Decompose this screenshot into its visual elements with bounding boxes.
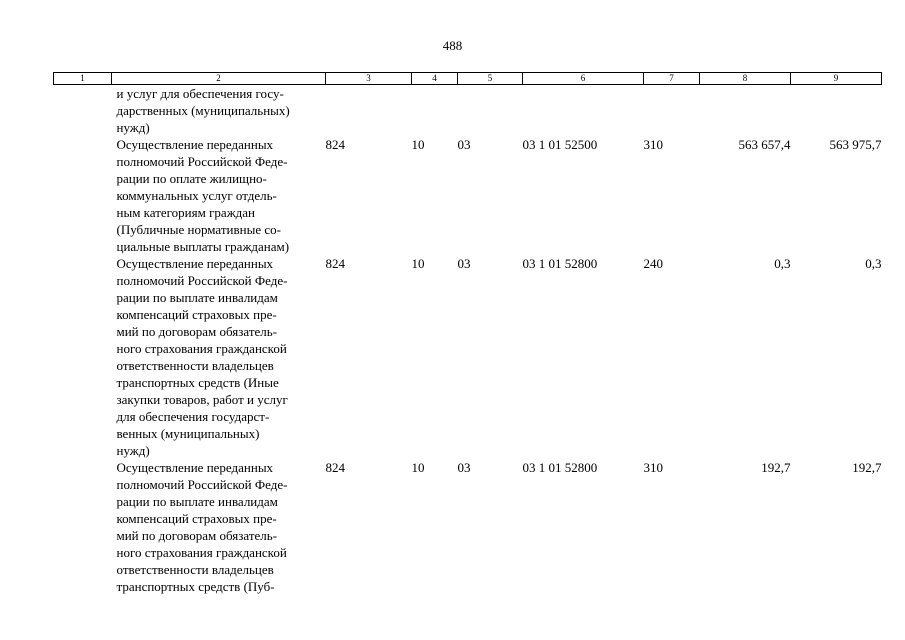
name-line: дарственных (муниципальных) xyxy=(116,103,290,118)
cell-name xyxy=(112,255,326,459)
cell-pr: 03 xyxy=(457,460,471,475)
table-header xyxy=(54,73,882,85)
header-col-2: 2 xyxy=(112,73,326,85)
header-row xyxy=(54,73,882,85)
name-line: (Публичные нормативные со- xyxy=(116,222,281,237)
name-line: транспортных средств (Пуб- xyxy=(116,579,275,594)
name-line: ного страхования гражданской xyxy=(116,545,287,560)
cell-vr: 310 xyxy=(643,460,663,475)
cell-sum-2: 563 975,7 xyxy=(829,137,882,152)
name-line: нужд) xyxy=(116,120,150,135)
table-row xyxy=(54,136,882,255)
header-col-4: 4 xyxy=(412,73,458,85)
name-line: ного страхования гражданской xyxy=(116,341,287,356)
name-line: транспортных средств (Иные xyxy=(116,375,279,390)
cell-sum-2: 0,3 xyxy=(865,256,882,271)
header-col-9: 9 xyxy=(791,73,882,85)
cell-number xyxy=(54,136,112,255)
name-line: мий по договорам обязатель- xyxy=(116,324,278,339)
cell-name xyxy=(112,459,326,595)
cell-vr: 310 xyxy=(643,137,663,152)
cell-sum-1: 563 657,4 xyxy=(738,137,791,152)
page-number: 488 xyxy=(442,38,463,53)
name-line: Осуществление переданных xyxy=(116,137,274,152)
table-row xyxy=(54,255,882,459)
cell-rz: 10 xyxy=(411,256,425,271)
name-line: ным категориям граждан xyxy=(116,205,256,220)
cell-ved: 824 xyxy=(325,137,345,152)
budget-table xyxy=(53,72,882,595)
name-line: для обеспечения государст- xyxy=(116,409,270,424)
header-col-7: 7 xyxy=(644,73,700,85)
cell-pr xyxy=(458,85,523,137)
header-col-6: 6 xyxy=(523,73,644,85)
name-line: полномочий Российской Феде- xyxy=(116,154,288,169)
name-line: коммунальных услуг отдель- xyxy=(116,188,277,203)
name-line: мий по договорам обязатель- xyxy=(116,528,278,543)
cell-sum-1: 0,3 xyxy=(774,256,791,271)
cell-ved: 824 xyxy=(325,256,345,271)
cell-number xyxy=(54,255,112,459)
name-line: венных (муниципальных) xyxy=(116,426,260,441)
name-line: нужд) xyxy=(116,443,150,458)
cell-vr xyxy=(644,85,700,137)
cell-sum-1: 192,7 xyxy=(761,460,791,475)
name-line: рации по оплате жилищно- xyxy=(116,171,267,186)
table-row xyxy=(54,459,882,595)
name-line: рации по выплате инвалидам xyxy=(116,290,278,305)
header-col-8: 8 xyxy=(700,73,791,85)
name-line: полномочий Российской Феде- xyxy=(116,273,288,288)
name-line: Осуществление переданных xyxy=(116,460,274,475)
cell-name xyxy=(112,85,326,137)
name-line: компенсаций страховых пре- xyxy=(116,511,277,526)
cell-csr xyxy=(523,85,644,137)
cell-ved: 824 xyxy=(325,460,345,475)
name-line: компенсаций страховых пре- xyxy=(116,307,277,322)
cell-pr: 03 xyxy=(457,137,471,152)
name-line: циальные выплаты гражданам) xyxy=(116,239,290,254)
cell-sum-2: 192,7 xyxy=(852,460,882,475)
cell-rz: 10 xyxy=(411,460,425,475)
cell-number xyxy=(54,459,112,595)
name-line: ответственности владельцев xyxy=(116,562,274,577)
name-line: ответственности владельцев xyxy=(116,358,274,373)
cell-csr: 03 1 01 52800 xyxy=(522,460,598,475)
cell-vr: 240 xyxy=(643,256,663,271)
name-line: Осуществление переданных xyxy=(116,256,274,271)
header-col-1: 1 xyxy=(54,73,112,85)
header-col-5: 5 xyxy=(458,73,523,85)
cell-sum-1 xyxy=(700,85,791,137)
name-line: полномочий Российской Феде- xyxy=(116,477,288,492)
cell-rz xyxy=(412,85,458,137)
table-body xyxy=(54,85,882,596)
cell-number xyxy=(54,85,112,137)
cell-sum-2 xyxy=(791,85,882,137)
cell-csr: 03 1 01 52500 xyxy=(522,137,598,152)
cell-rz: 10 xyxy=(411,137,425,152)
cell-name xyxy=(112,136,326,255)
name-line: и услуг для обеспечения госу- xyxy=(116,86,284,101)
header-col-3: 3 xyxy=(326,73,412,85)
name-line: закупки товаров, работ и услуг xyxy=(116,392,288,407)
cell-pr: 03 xyxy=(457,256,471,271)
table-row xyxy=(54,85,882,137)
cell-csr: 03 1 01 52800 xyxy=(522,256,598,271)
name-line: рации по выплате инвалидам xyxy=(116,494,278,509)
cell-ved xyxy=(326,85,412,137)
